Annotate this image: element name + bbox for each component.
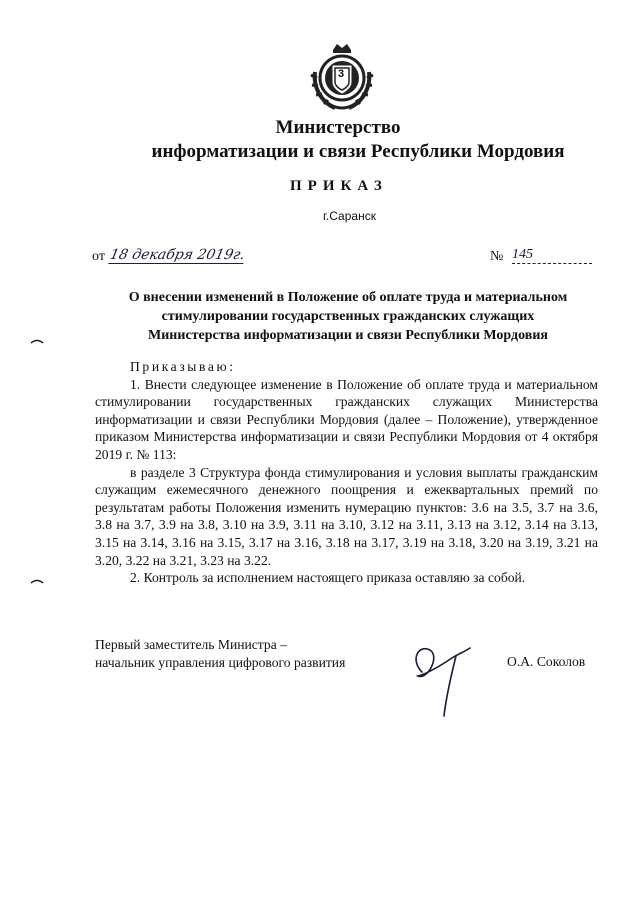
heading-line: стимулировании государственных гражданских служащих bbox=[161, 309, 535, 324]
margin-mark bbox=[30, 331, 44, 337]
item-2-paragraph: 2. Контроль за исполнением настоящего приказа оставляю за собой. bbox=[130, 570, 526, 586]
handwritten-signature bbox=[400, 630, 500, 730]
date-prefix: от bbox=[92, 249, 105, 264]
emblem-number: 3 bbox=[338, 68, 345, 80]
position-line2: начальник управления цифрового развития bbox=[95, 655, 346, 670]
position-line1: Первый заместитель Министра – bbox=[95, 637, 287, 652]
prikaz-word: Приказываю: bbox=[130, 359, 236, 374]
coat-of-arms-emblem bbox=[303, 42, 381, 114]
signatory-position bbox=[95, 636, 345, 672]
order-title: ПРИКАЗ bbox=[290, 178, 388, 194]
order-date-handwritten: 18 декабря 2019г. bbox=[108, 247, 247, 263]
order-body bbox=[95, 358, 598, 587]
item-1-paragraph: 1. Внести следующее изменение в Положение об оплате труда и материальном стимулировании государственных гражданских служащих Министерства информатизации и связи Республики Мордовия (далее – Положение), утвержденное приказом Министерства информатизации и связи Республики Мордовия от 4 октября 2019 г. № 113: bbox=[95, 376, 598, 462]
margin-mark bbox=[30, 571, 44, 577]
ministry-name-line1: Министерство bbox=[275, 117, 401, 138]
ministry-name-line2: информатизации и связи Республики Мордовия bbox=[151, 141, 565, 162]
heading-line: О внесении изменений в Положение об оплате труда и материальном bbox=[128, 290, 568, 305]
number-prefix: № bbox=[490, 249, 504, 264]
order-number-handwritten: 145 bbox=[512, 247, 592, 264]
item-1-detail-paragraph: в разделе 3 Структура фонда стимулирования и условия выплаты гражданским служащим ежемесячного денежного поощрения и ежеквартальных премий по результатам работы Положения изменить нумерацию пунктов: 3.6 на 3.5, 3.7 на 3.6, 3.8 на 3.7, 3.9 на 3.8, 3.10 на 3.9, 3.11 на 3.10, 3.12 на 3.11, 3.13 на 3.12, 3.14 на 3.13, 3.15 на 3.14, 3.16 на 3.15, 3.17 на 3.16, 3.18 на 3.17, 3.19 на 3.18, 3.20 на 3.19, 3.21 на 3.20, 3.22 на 3.21, 3.23 на 3.22. bbox=[95, 464, 598, 568]
city-label: г.Саранск bbox=[323, 209, 376, 223]
heading-line: Министерства информатизации и связи Республики Мордовия bbox=[148, 328, 548, 343]
order-heading bbox=[98, 288, 598, 345]
signatory-name: О.А. Соколов bbox=[507, 654, 586, 669]
order-date-number-row bbox=[92, 247, 592, 269]
